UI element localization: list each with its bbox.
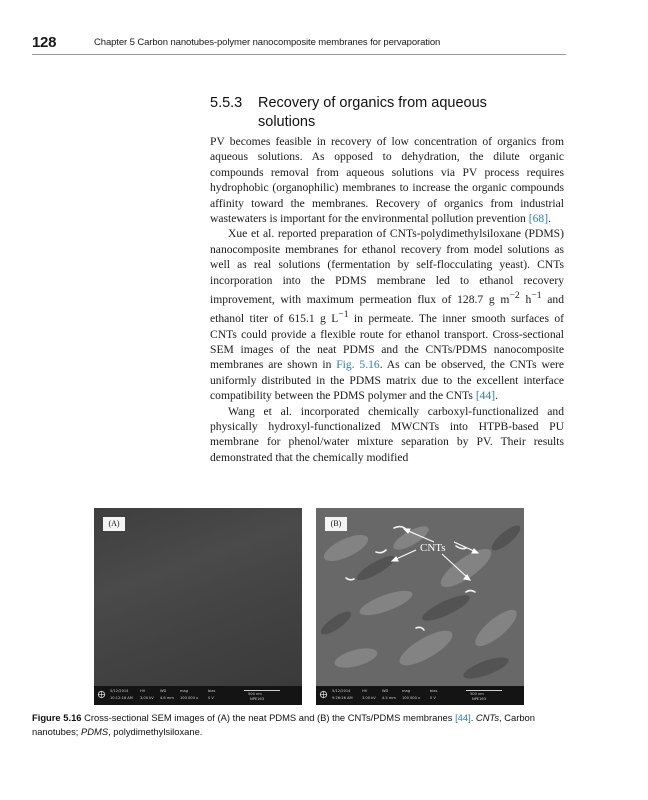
sem-info-bar-b xyxy=(316,686,524,705)
info-time: 9:26:26 AM xyxy=(332,696,353,700)
paragraph-3: Wang et al. incorporated chemically carboxyl-functionalized and physically hydroxyl-functionalized MWCNTs into HTPB-based PU membrane for phenol/water mixture separation by PV. Their results demonstrated that the chemically modified xyxy=(210,404,564,464)
paragraph-1: PV becomes feasible in recovery of low concentration of organics from aqueous solutions. As opposed to dehydration, the dilute organic compounds removal from aqueous solutions via PV process requires hydrophobic (organophilic) membranes to increase the organic compounds affinity toward the membranes. Recovery of organics from industrial wastewaters is important for the environmental pollution prevention [68]. xyxy=(210,135,564,226)
info-mag: 100 000 x xyxy=(180,696,199,700)
page-header xyxy=(32,34,566,55)
info-mag-label: mag xyxy=(180,689,188,693)
sem-info-bar-a xyxy=(94,686,302,705)
info-mag: 100 000 x xyxy=(402,696,421,700)
scale-bar xyxy=(466,690,502,691)
sem-texture-cnts-pdms xyxy=(316,508,524,686)
info-hv-label: HV xyxy=(362,689,368,693)
info-bias-label: bias xyxy=(430,689,438,693)
info-bias: 0 V xyxy=(430,696,436,700)
info-bias-label: bias xyxy=(208,689,216,693)
sem-texture-neat-pdms xyxy=(94,508,302,686)
info-instrument: NPE163 xyxy=(472,697,486,701)
citation-link[interactable]: [44] xyxy=(475,389,496,403)
section-title: Recovery of organics from aqueous solutions xyxy=(258,95,487,130)
caption-label: Figure 5.16 xyxy=(32,712,82,723)
figure-caption: Figure 5.16 Cross-sectional SEM images of (A) the neat PDMS and (B) the CNTs/PDMS membranes [44]. CNTs, Carbon nanotubes; PDMS, polydimethylsiloxane. xyxy=(32,712,535,737)
scale-bar xyxy=(244,690,280,691)
cnts-annotation: CNTs xyxy=(420,542,446,554)
info-time: 10:12:18 AM xyxy=(110,696,133,700)
instrument-logo-icon xyxy=(97,690,106,699)
body-text xyxy=(210,134,564,465)
panel-label-b: (B) xyxy=(325,517,347,531)
figure-link[interactable]: Fig. 5.16 xyxy=(336,358,380,372)
scale-label: 500 nm xyxy=(470,692,484,696)
sem-image-a xyxy=(94,508,302,705)
info-hv: 3.00 kV xyxy=(362,696,376,700)
scale-label: 500 nm xyxy=(248,692,262,696)
citation-link[interactable]: [44] xyxy=(455,712,471,723)
citation-link[interactable]: [68] xyxy=(528,212,549,226)
info-wd-label: WD xyxy=(160,689,167,693)
info-instrument: NPE163 xyxy=(250,697,264,701)
info-wd: 4.6 mm xyxy=(160,696,174,700)
panel-label-a: (A) xyxy=(103,517,125,531)
instrument-logo-icon xyxy=(319,690,328,699)
info-mag-label: mag xyxy=(402,689,410,693)
section-number: 5.5.3 xyxy=(210,95,243,111)
info-hv-label: HV xyxy=(140,689,146,693)
paragraph-2: Xue et al. reported preparation of CNTs-polydimethylsiloxane (PDMS) nanocomposite membranes for ethanol recovery from model solutions as well as real solutions (fermentation by self-flocculating yeast). CNTs incorporation into the PDMS membrane led to ethanol recovery improvement, with maximum permeation flux of 128.7 g $m^{-2}$ $h^{-1}$ and ethanol titer of 615.1 g $L^{-1}$ in permeate. The inner smooth surfaces of CNTs could provide a flexible route for ethanol transport. Cross-sectional SEM images of the neat PDMS and the CNTs/PDMS nanocomposite membranes are shown in Fig. 5.16. As can be observed, the CNTs were uniformly distributed in the PDMS matrix due to the excellent interface compatibility between the PDMS polymer and the CNTs [44]. xyxy=(210,227,564,403)
info-date: 5/12/2014 xyxy=(332,689,351,693)
info-wd-label: WD xyxy=(382,689,389,693)
sem-image-b xyxy=(316,508,524,705)
running-head: Chapter 5 Carbon nanotubes-polymer nanocomposite membranes for pervaporation xyxy=(94,37,441,48)
info-date: 5/12/2014 xyxy=(110,689,129,693)
page-number: 128 xyxy=(32,34,57,51)
info-wd: 4.5 mm xyxy=(382,696,396,700)
info-hv: 3.00 kV xyxy=(140,696,154,700)
info-bias: 0 V xyxy=(208,696,214,700)
